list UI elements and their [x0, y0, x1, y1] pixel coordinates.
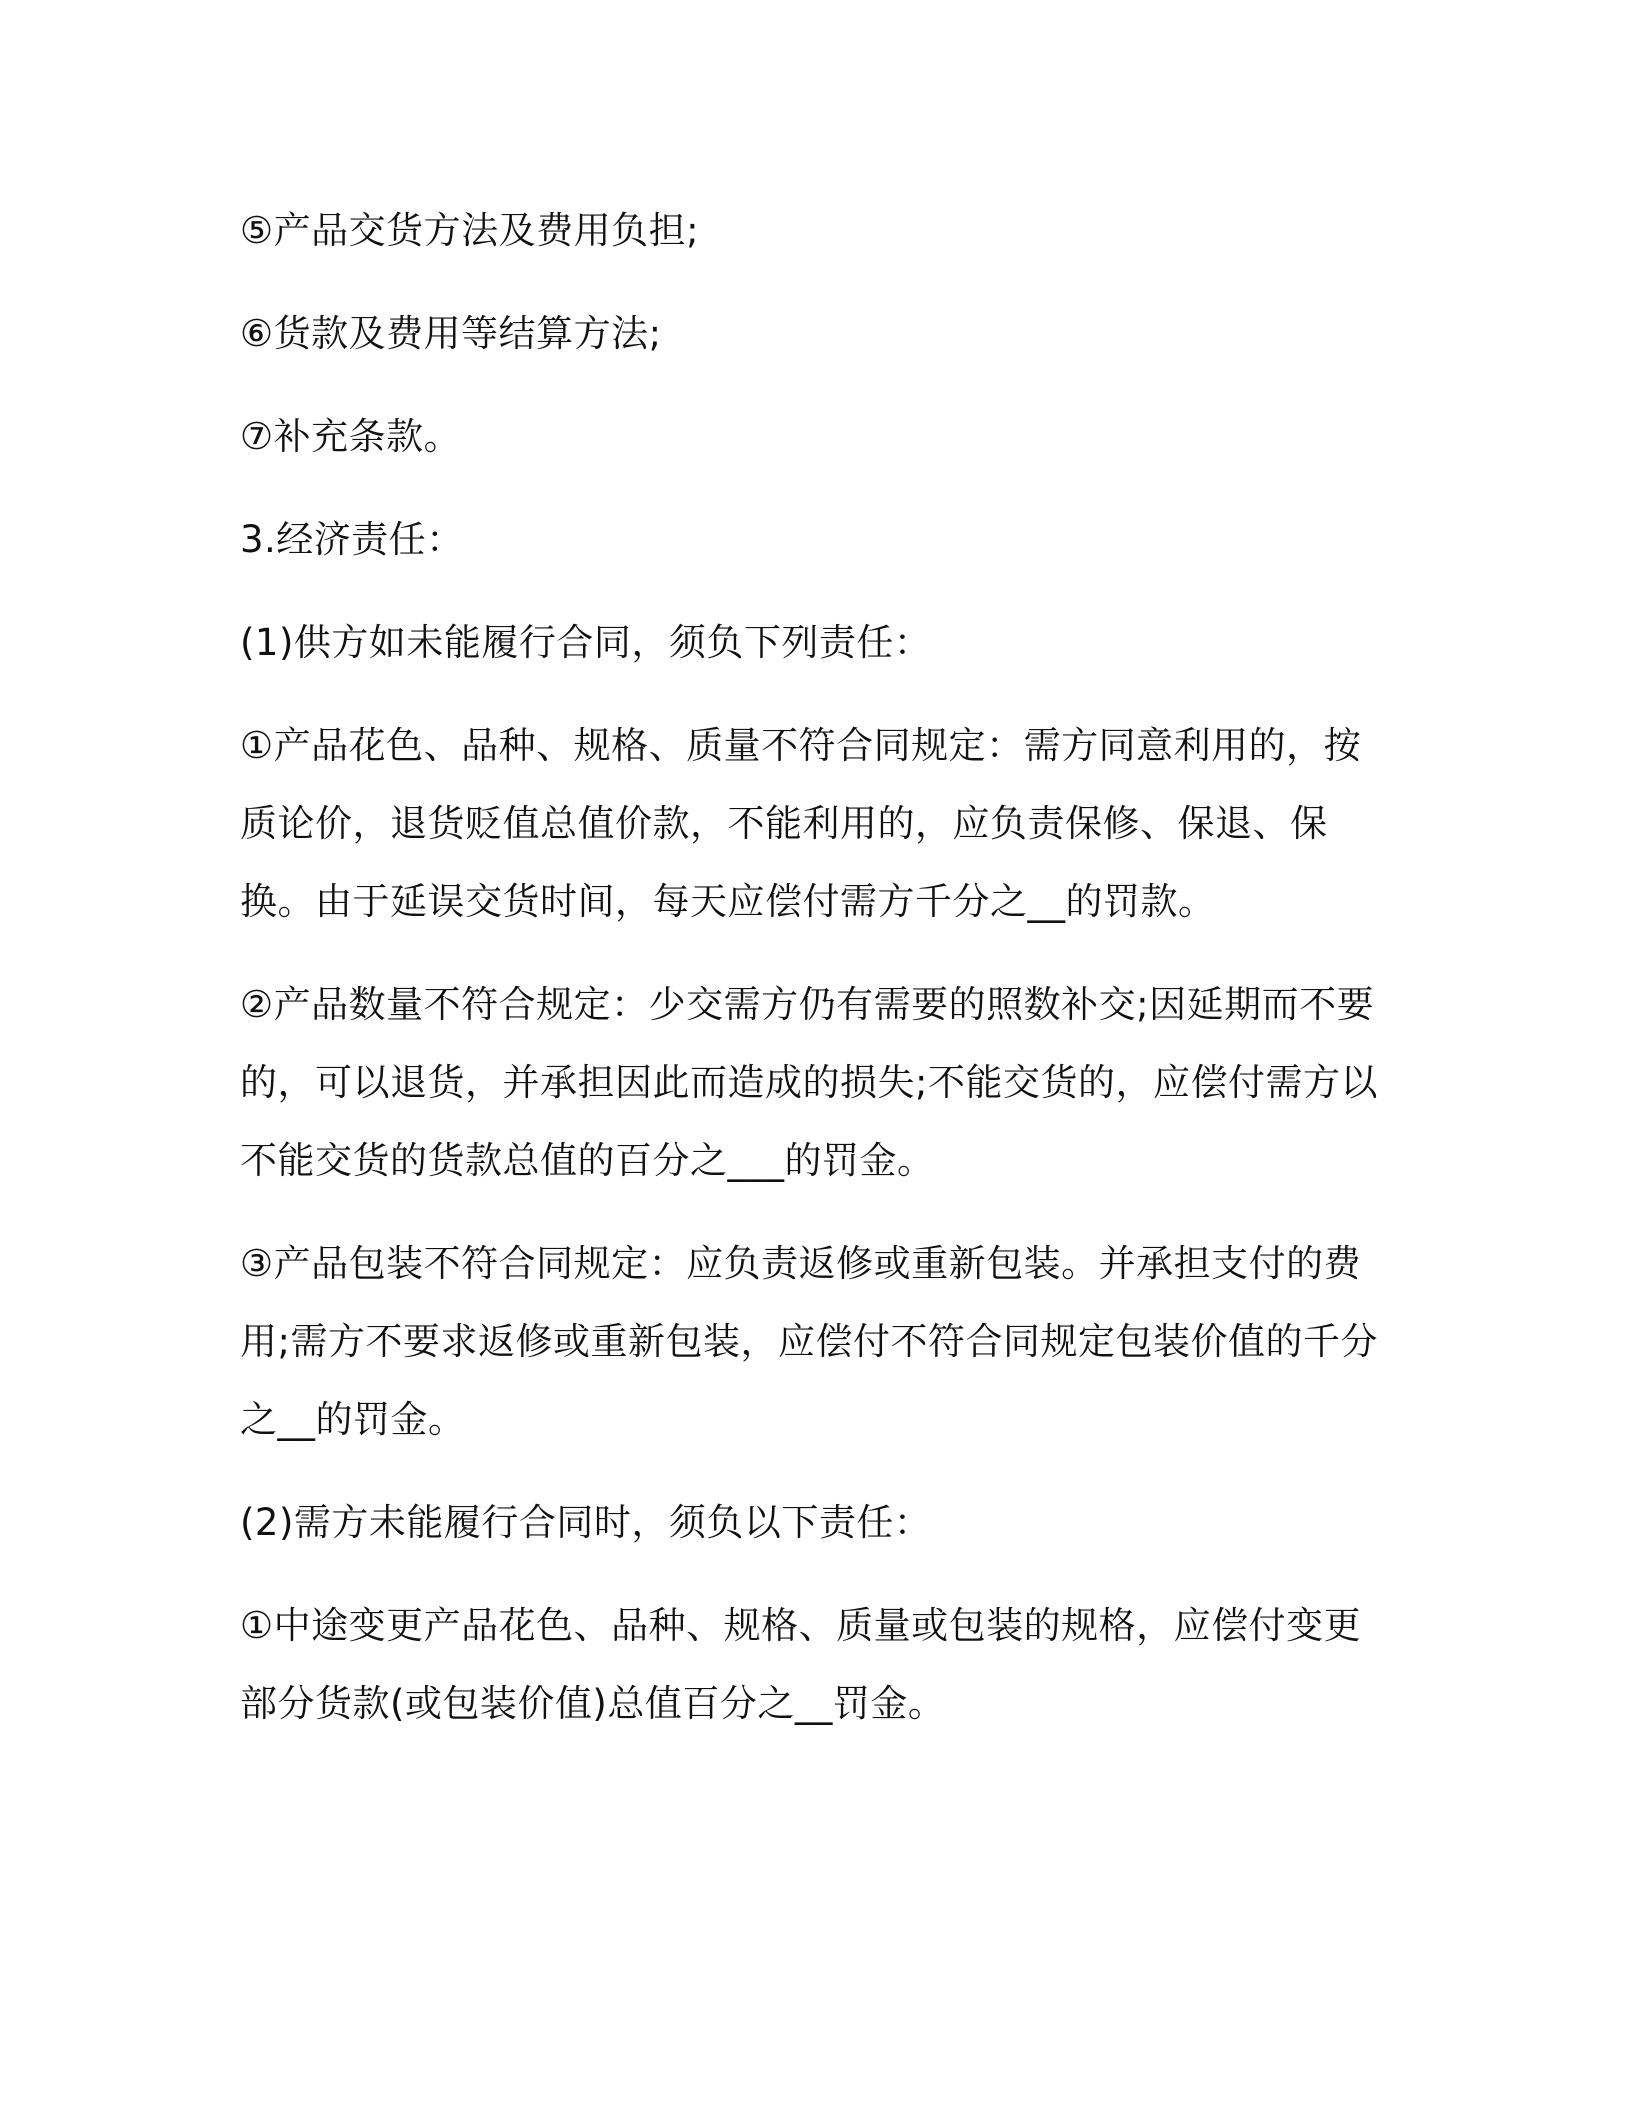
paragraph-item-6-settlement: ⑥货款及费用等结算方法; [240, 312, 662, 355]
clause-quality-nonconformity: ①产品花色、品种、规格、质量不符合同规定：需方同意利用的，按质论价，退货贬值总值价款，不能利用的，应负责保修、保退、保换。由于延误交货时间，每天应偿付需方千分之__的罚款。 [240, 724, 1362, 923]
clause-quantity-nonconformity: ②产品数量不符合规定：少交需方仍有需要的照数补交;因延期而不要的，可以退货，并承担因此而造成的损失;不能交货的，应偿付需方以不能交货的货款总值的百分之___的罚金。 [240, 983, 1378, 1182]
section-heading-economic-liability: 3.经济责任： [240, 518, 464, 561]
clause-midway-change: ①中途变更产品花色、品种、规格、质量或包装的规格，应偿付变更部分货款(或包装价值)总值百分之__罚金。 [240, 1604, 1362, 1725]
document-body [240, 192, 1384, 1768]
clause-packaging-nonconformity: ③产品包装不符合同规定：应负责返修或重新包装。并承担支付的费用;需方不要求返修或重新包装，应偿付不符合同规定包装价值的千分之__的罚金。 [240, 1242, 1378, 1441]
subsection-supplier-liability: (1)供方如未能履行合同，须负下列责任： [240, 621, 932, 664]
subsection-buyer-liability: (2)需方未能履行合同时，须负以下责任： [240, 1501, 932, 1544]
paragraph-item-5-delivery: ⑤产品交货方法及费用负担; [240, 209, 700, 252]
paragraph-item-7-supplementary: ⑦补充条款。 [240, 415, 462, 458]
